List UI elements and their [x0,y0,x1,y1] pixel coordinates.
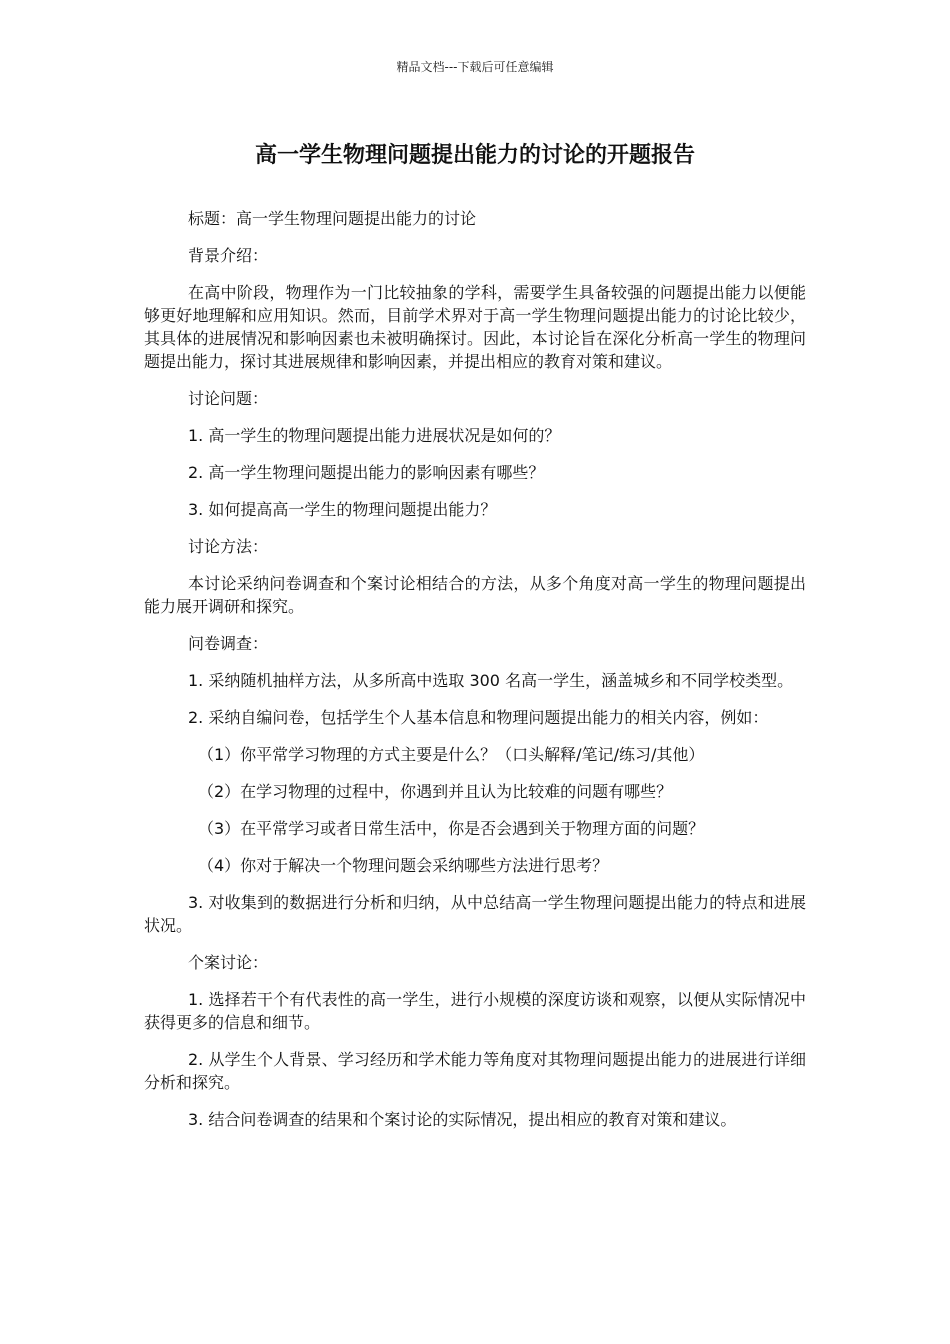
background-paragraph: 在高中阶段，物理作为一门比较抽象的学科，需要学生具备较强的问题提出能力以便能够更好地理解和应用知识。然而，目前学术界对于高一学生物理问题提出能力的讨论比较少，其具体的进展情况和影响因素也未被明确探讨。因此，本讨论旨在深化分析高一学生的物理问题提出能力，探讨其进展规律和影响因素，并提出相应的教育对策和建议。 [144,283,806,371]
survey-item-1: 1. 采纳随机抽样方法，从多所高中选取 300 名高一学生，涵盖城乡和不同学校类型。 [188,671,794,690]
methods-paragraph: 本讨论采纳问卷调查和个案讨论相结合的方法，从多个角度对高一学生的物理问题提出能力展开调研和探究。 [144,574,806,616]
survey-question-3: （3）在平常学习或者日常生活中，你是否会遇到关于物理方面的问题？ [198,819,705,838]
document-title: 高一学生物理问题提出能力的讨论的开题报告 [254,143,695,168]
case-item-3: 3. 结合问卷调查的结果和个案讨论的实际情况，提出相应的教育对策和建议。 [188,1110,737,1129]
section-heading-background: 背景介绍： [188,246,269,265]
section-heading-case-study: 个案讨论： [188,953,269,972]
case-item-2: 2. 从学生个人背景、学习经历和学术能力等角度对其物理问题提出能力的进展进行详细分析和探究。 [144,1050,806,1092]
section-heading-methods: 讨论方法： [188,537,269,556]
question-item-2: 2. 高一学生物理问题提出能力的影响因素有哪些？ [188,463,545,482]
section-heading-questions: 讨论问题： [188,389,269,408]
survey-question-4: （4）你对于解决一个物理问题会采纳哪些方法进行思考？ [198,856,609,875]
subject-line: 标题：高一学生物理问题提出能力的讨论 [188,209,477,228]
section-heading-survey: 问卷调查： [188,634,269,653]
survey-item-3: 3. 对收集到的数据进行分析和归纳，从中总结高一学生物理问题提出能力的特点和进展状况。 [144,893,806,935]
survey-item-2: 2. 采纳自编问卷，包括学生个人基本信息和物理问题提出能力的相关内容，例如： [188,708,769,727]
question-item-1: 1. 高一学生的物理问题提出能力进展状况是如何的？ [188,426,561,445]
survey-question-2: （2）在学习物理的过程中，你遇到并且认为比较难的问题有哪些？ [198,782,673,801]
document-body [144,207,806,1145]
survey-question-1: （1）你平常学习物理的方式主要是什么？（口头解释/笔记/练习/其他） [198,745,705,764]
case-item-1: 1. 选择若干个有代表性的高一学生，进行小规模的深度访谈和观察，以便从实际情况中获得更多的信息和细节。 [144,990,806,1032]
page-header: 精品文档---下载后可任意编辑 [396,60,554,74]
question-item-3: 3. 如何提高高一学生的物理问题提出能力？ [188,500,497,519]
